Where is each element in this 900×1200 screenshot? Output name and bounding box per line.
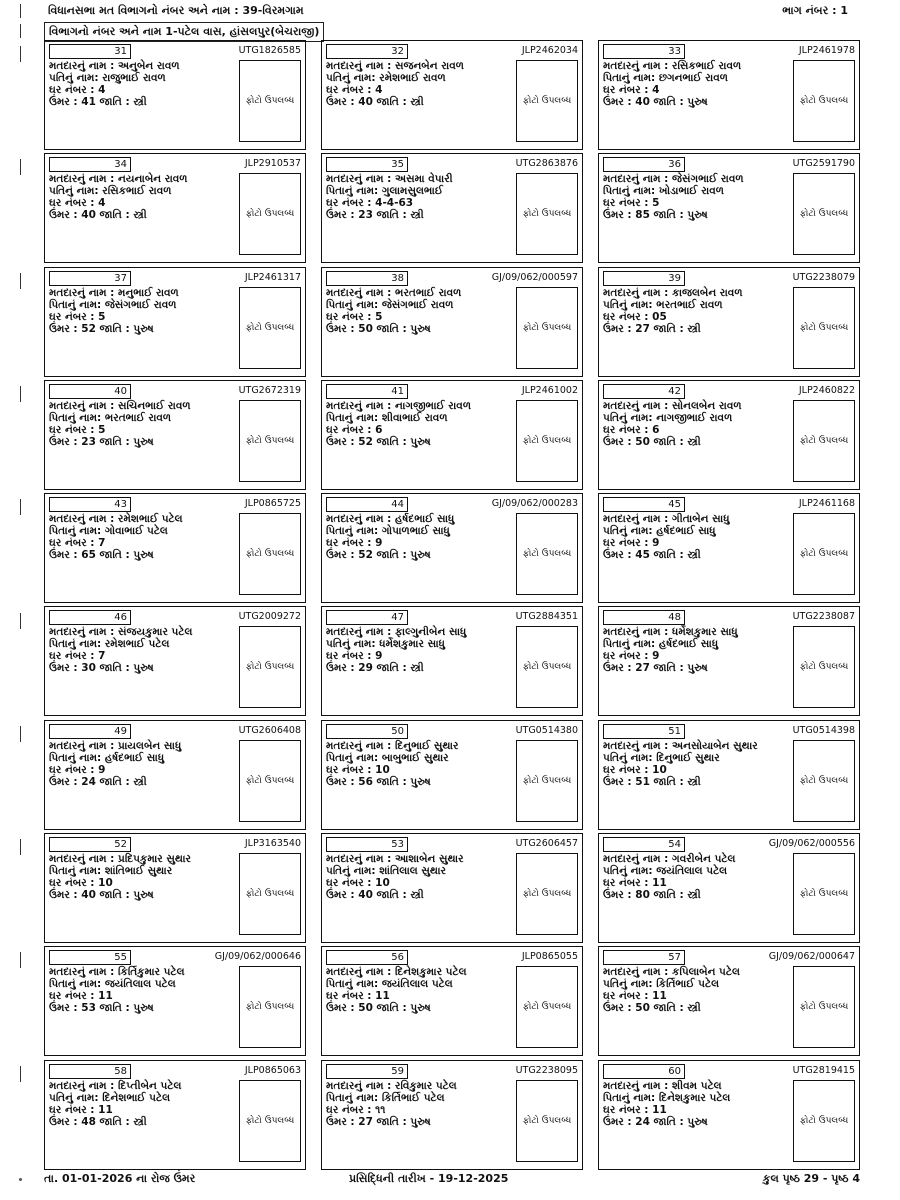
age-gender: ઉંમર : 48 જાતિ : સ્ત્રી xyxy=(49,1115,147,1128)
house-number: ઘર નંબર : 11 xyxy=(603,1103,667,1116)
voter-card xyxy=(598,267,860,377)
serial-number: 51 xyxy=(603,724,685,739)
voter-card xyxy=(44,493,306,603)
voter-name: મતદારનું નામ : નાગજીભાઈ રાવળ xyxy=(326,399,472,412)
voter-details xyxy=(603,966,793,1014)
voter-name: મતદારનું નામ : કિર્તિકુમાર પટેલ xyxy=(49,966,185,979)
age-reference: તા. 01-01-2026 ના રોજ ઉંમર xyxy=(44,1172,196,1185)
relation-name: પતિનું નામ: નાગજીભાઈ રાવળ xyxy=(603,411,733,424)
voter-name: મતદારનું નામ : અનસોયાબેન સુથાર xyxy=(603,739,758,752)
voter-name: મતદારનું નામ : રમેશભાઈ પટેલ xyxy=(49,513,183,526)
voter-details xyxy=(603,740,793,788)
house-number: ઘર નંબર : 5 xyxy=(49,423,106,436)
margin-line xyxy=(20,726,21,742)
epic-number: UTG2819415 xyxy=(792,1064,855,1076)
voter-card xyxy=(44,833,306,943)
voter-name: મતદારનું નામ : સંજયકુમાર પટેલ xyxy=(49,626,193,639)
voter-card xyxy=(321,380,583,490)
age-gender: ઉંમર : 40 જાતિ : સ્ત્રી xyxy=(326,889,424,902)
age-gender: ઉંમર : 27 જાતિ : પુરુષ xyxy=(326,1115,431,1128)
epic-number: UTG2863876 xyxy=(515,158,578,170)
voter-details xyxy=(49,1080,239,1128)
voter-card xyxy=(321,1060,583,1170)
voter-card xyxy=(44,40,306,150)
photo-placeholder: ફોટો ઉપલબ્ધ xyxy=(793,513,855,595)
house-number: ઘર નંબર : 4 xyxy=(326,84,383,96)
page-info: કુલ પૃષ્ઠ 29 - પૃષ્ઠ 4 xyxy=(762,1172,860,1185)
epic-number: UTG2238087 xyxy=(792,611,855,623)
margin-line xyxy=(20,4,21,18)
voter-card xyxy=(321,267,583,377)
voter-name: મતદારનું નામ : જેસંગભાઈ રાવળ xyxy=(603,173,744,186)
voter-details xyxy=(326,287,516,335)
serial-number: 60 xyxy=(603,1064,685,1079)
relation-name: પિતાનું નામ: હર્ષદભાઈ સાધુ xyxy=(603,638,719,651)
epic-number: GJ/09/062/000647 xyxy=(768,951,855,963)
relation-name: પિતાનું નામ: રમેશભાઈ પટેલ xyxy=(49,638,170,651)
photo-placeholder: ફોટો ઉપલબ્ધ xyxy=(793,173,855,255)
age-gender: ઉંમર : 51 જાતિ : સ્ત્રી xyxy=(603,775,701,788)
house-number: ઘર નંબર : 10 xyxy=(603,763,667,776)
voter-name: મતદારનું નામ : અસમા વેપારી xyxy=(326,173,453,186)
epic-number: JLP2460822 xyxy=(798,384,855,396)
epic-number: JLP2461978 xyxy=(798,45,855,56)
voter-details xyxy=(326,173,516,221)
house-number: ઘર નંબર : 9 xyxy=(326,650,383,663)
relation-name: પતિનું નામ: દિનેશભાઈ પટેલ xyxy=(49,1091,171,1104)
serial-number: 47 xyxy=(326,610,408,625)
epic-number: UTG2238079 xyxy=(792,271,855,283)
photo-placeholder: ફોટો ઉપલબ્ધ xyxy=(516,400,578,482)
serial-number: 35 xyxy=(326,157,408,172)
voter-name: મતદારનું નામ : નયનાબેન રાવળ xyxy=(49,173,188,186)
epic-number: GJ/09/062/000597 xyxy=(491,271,578,283)
epic-number: JLP2461002 xyxy=(521,384,578,396)
margin-dot xyxy=(19,1178,22,1181)
age-gender: ઉંમર : 24 જાતિ : સ્ત્રી xyxy=(49,775,147,788)
serial-number: 38 xyxy=(326,271,408,286)
serial-number: 34 xyxy=(49,157,131,172)
relation-name: પિતાનું નામ: જેસંગભાઈ રાવળ xyxy=(49,298,177,311)
voter-name: મતદારનું નામ : ધર્મેશકુમાર સાધુ xyxy=(603,626,738,639)
voter-details xyxy=(603,513,793,561)
voter-name: મતદારનું નામ : કાજલબેન રાવળ xyxy=(603,286,743,299)
voter-name: મતદારનું નામ : અનુબેન રાવળ xyxy=(49,60,180,72)
epic-number: JLP0865055 xyxy=(521,951,578,963)
page-header xyxy=(48,4,848,22)
voter-card xyxy=(44,380,306,490)
voter-details xyxy=(603,853,793,901)
serial-number: 46 xyxy=(49,610,131,625)
voter-card xyxy=(598,946,860,1056)
age-gender: ઉંમર : 53 જાતિ : પુરુષ xyxy=(49,1002,154,1015)
voter-card xyxy=(44,1060,306,1170)
age-gender: ઉંમર : 27 જાતિ : પુરુષ xyxy=(603,662,708,675)
voter-name: મતદારનું નામ : દિનુભાઈ સુથાર xyxy=(326,739,459,752)
serial-number: 43 xyxy=(49,497,131,512)
age-gender: ઉંમર : 50 જાતિ : પુરુષ xyxy=(326,1002,431,1015)
house-number: ઘર નંબર : 7 xyxy=(49,650,106,663)
epic-number: JLP2910537 xyxy=(244,158,301,170)
serial-number: 48 xyxy=(603,610,685,625)
serial-number: 39 xyxy=(603,271,685,286)
photo-placeholder: ફોટો ઉપલબ્ધ xyxy=(516,287,578,369)
photo-placeholder: ફોટો ઉપલબ્ધ xyxy=(793,740,855,822)
age-gender: ઉંમર : 52 જાતિ : પુરુષ xyxy=(49,322,154,335)
voter-card-grid xyxy=(44,40,860,1170)
margin-line xyxy=(20,273,21,289)
relation-name: પતિનું નામ: હર્ષદભાઈ સાધુ xyxy=(603,525,716,538)
voter-details xyxy=(326,513,516,561)
serial-number: 49 xyxy=(49,724,131,739)
photo-placeholder: ફોટો ઉપલબ્ધ xyxy=(793,400,855,482)
age-gender: ઉંમર : 30 જાતિ : પુરુષ xyxy=(49,662,154,675)
house-number: ઘર નંબર : 9 xyxy=(603,650,660,663)
serial-number: 55 xyxy=(49,950,131,965)
photo-placeholder: ફોટો ઉપલબ્ધ xyxy=(239,173,301,255)
voter-name: મતદારનું નામ : ગીતાબેન સાધુ xyxy=(603,513,730,526)
voter-name: મતદારનું નામ : પ્રદિપકુમાર સુથાર xyxy=(49,853,191,866)
house-number: ઘર નંબર : 10 xyxy=(326,763,390,776)
house-number: ઘર નંબર : 4 xyxy=(49,84,106,96)
photo-placeholder: ફોટો ઉપલબ્ધ xyxy=(516,513,578,595)
relation-name: પિતાનું નામ: ભરતભાઈ રાવળ xyxy=(49,411,172,424)
voter-name: મતદારનું નામ : કપિલાબેન પટેલ xyxy=(603,966,740,979)
house-number: ઘર નંબર : 11 xyxy=(603,990,667,1003)
age-gender: ઉંમર : 52 જાતિ : પુરુષ xyxy=(326,549,431,562)
photo-placeholder: ફોટો ઉપલબ્ધ xyxy=(516,1080,578,1162)
voter-details xyxy=(49,626,239,674)
voter-name: મતદારનું નામ : દિનેશકુમાર પટેલ xyxy=(326,966,467,979)
photo-placeholder: ફોટો ઉપલબ્ધ xyxy=(239,853,301,935)
voter-details xyxy=(603,626,793,674)
serial-number: 58 xyxy=(49,1064,131,1079)
voter-name: મતદારનું નામ : ગવરીબેન પટેલ xyxy=(603,853,736,866)
house-number: ઘર નંબર : 9 xyxy=(326,537,383,550)
voter-card xyxy=(598,1060,860,1170)
relation-name: પિતાનું નામ: છગનભાઈ રાવળ xyxy=(603,72,728,84)
serial-number: 33 xyxy=(603,44,685,59)
photo-placeholder: ફોટો ઉપલબ્ધ xyxy=(793,966,855,1048)
relation-name: પિતાનું નામ: શીવાભાઈ રાવળ xyxy=(326,411,448,424)
section-label: વિભાગનો નંબર અને નામ 1-પટેલ વાસ, હાંસલપુર(બેચરાજી) xyxy=(44,22,324,42)
voter-details xyxy=(49,853,239,901)
age-gender: ઉંમર : 27 જાતિ : સ્ત્રી xyxy=(603,322,701,335)
age-gender: ઉંમર : 24 જાતિ : પુરુષ xyxy=(603,1115,708,1128)
house-number: ઘર નંબર : 6 xyxy=(326,423,383,436)
voter-name: મતદારનું નામ : હર્ષદભાઈ સાધુ xyxy=(326,513,455,526)
age-gender: ઉંમર : 80 જાતિ : સ્ત્રી xyxy=(603,889,701,902)
voter-card xyxy=(598,833,860,943)
epic-number: UTG0514380 xyxy=(515,724,578,736)
epic-number: GJ/09/062/000646 xyxy=(214,951,301,963)
photo-placeholder: ફોટો ઉપલબ્ધ xyxy=(239,60,301,142)
age-gender: ઉંમર : 29 જાતિ : સ્ત્રી xyxy=(326,662,424,675)
photo-placeholder: ફોટો ઉપલબ્ધ xyxy=(239,740,301,822)
margin-line xyxy=(20,1066,21,1082)
voter-details xyxy=(326,966,516,1014)
epic-number: JLP2462034 xyxy=(521,45,578,56)
photo-placeholder: ફોટો ઉપલબ્ધ xyxy=(793,626,855,708)
relation-name: પિતાનું નામ: શાંતિભાઈ સુથાર xyxy=(49,865,173,878)
photo-placeholder: ફોટો ઉપલબ્ધ xyxy=(516,853,578,935)
voter-card xyxy=(321,40,583,150)
margin-line xyxy=(20,952,21,968)
age-gender: ઉંમર : 50 જાતિ : પુરુષ xyxy=(326,322,431,335)
house-number: ઘર નંબર : 05 xyxy=(603,310,667,323)
serial-number: 45 xyxy=(603,497,685,512)
margin-line xyxy=(20,499,21,515)
publication-date: પ્રસિદ્ધિની તારીખ - 19-12-2025 xyxy=(349,1172,509,1185)
voter-card xyxy=(598,493,860,603)
epic-number: UTG2884351 xyxy=(515,611,578,623)
epic-number: JLP3163540 xyxy=(244,838,301,850)
voter-name: મતદારનું નામ : આશાબેન સુથાર xyxy=(326,853,464,866)
relation-name: પતિનું નામ: દિનુભાઈ સુથાર xyxy=(603,751,720,764)
relation-name: પતિનું નામ: રાજુભાઈ રાવળ xyxy=(49,72,166,84)
photo-placeholder: ફોટો ઉપલબ્ધ xyxy=(793,853,855,935)
epic-number: UTG2606457 xyxy=(515,838,578,850)
relation-name: પિતાનું નામ: ગોવાભાઈ પટેલ xyxy=(49,525,168,538)
serial-number: 44 xyxy=(326,497,408,512)
voter-card xyxy=(44,153,306,263)
serial-number: 40 xyxy=(49,384,131,399)
house-number: ઘર નંબર : 6 xyxy=(603,423,660,436)
house-number: ઘર નંબર : 11 xyxy=(603,877,667,890)
serial-number: 59 xyxy=(326,1064,408,1079)
house-number: ઘર નંબર : 11 xyxy=(49,1103,113,1116)
voter-card xyxy=(321,153,583,263)
voter-card xyxy=(598,606,860,716)
serial-number: 53 xyxy=(326,837,408,852)
house-number: ઘર નંબર : 10 xyxy=(49,877,113,890)
age-gender: ઉંમર : 41 જાતિ : સ્ત્રી xyxy=(49,96,147,108)
photo-placeholder: ફોટો ઉપલબ્ધ xyxy=(516,173,578,255)
epic-number: UTG1826585 xyxy=(238,45,301,56)
voter-name: મતદારનું નામ : શીવમ પટેલ xyxy=(603,1079,722,1092)
voter-card xyxy=(321,493,583,603)
voter-details xyxy=(603,1080,793,1128)
relation-name: પિતાનું નામ: બાબુભાઈ સુથાર xyxy=(326,751,449,764)
house-number: ઘર નંબર : 10 xyxy=(326,877,390,890)
voter-details xyxy=(326,853,516,901)
house-number: ઘર નંબર : 9 xyxy=(603,537,660,550)
house-number: ઘર નંબર : 9 xyxy=(49,763,106,776)
relation-name: પિતાનું નામ: દિનેશકુમાર પટેલ xyxy=(603,1091,731,1104)
voter-card xyxy=(598,153,860,263)
relation-name: પતિનું નામ: જયંતિલાલ પટેલ xyxy=(603,865,728,878)
photo-placeholder: ફોટો ઉપલબ્ધ xyxy=(239,966,301,1048)
photo-placeholder: ફોટો ઉપલબ્ધ xyxy=(239,287,301,369)
serial-number: 54 xyxy=(603,837,685,852)
age-gender: ઉંમર : 50 જાતિ : સ્ત્રી xyxy=(603,1002,701,1015)
voter-card xyxy=(321,946,583,1056)
photo-placeholder: ફોટો ઉપલબ્ધ xyxy=(239,513,301,595)
age-gender: ઉંમર : 45 જાતિ : સ્ત્રી xyxy=(603,549,701,562)
epic-number: UTG0514398 xyxy=(792,724,855,736)
voter-details xyxy=(49,966,239,1014)
constituency-label: વિધાનસભા મત વિભાગનો નંબર અને નામ : 39-વિરમગામ xyxy=(48,4,304,17)
relation-name: પિતાનું નામ: હર્ષદભાઈ સાધુ xyxy=(49,751,165,764)
voter-details xyxy=(49,60,239,108)
relation-name: પિતાનું નામ: જયંતિલાલ પટેલ xyxy=(326,978,453,991)
epic-number: JLP2461317 xyxy=(244,271,301,283)
voter-card xyxy=(44,606,306,716)
photo-placeholder: ફોટો ઉપલબ્ધ xyxy=(793,1080,855,1162)
voter-details xyxy=(326,400,516,448)
house-number: ઘર નંબર : 4 xyxy=(603,84,660,96)
photo-placeholder: ફોટો ઉપલબ્ધ xyxy=(239,400,301,482)
epic-number: JLP0865725 xyxy=(244,498,301,510)
relation-name: પતિનું નામ: કિર્તિભાઈ પટેલ xyxy=(603,978,720,991)
voter-details xyxy=(326,740,516,788)
house-number: ઘર નંબર : 5 xyxy=(326,310,383,323)
voter-name: મતદારનું નામ : દિપ્તીબેન પટેલ xyxy=(49,1079,182,1092)
margin-line xyxy=(20,24,21,38)
photo-placeholder: ફોટો ઉપલબ્ધ xyxy=(793,287,855,369)
voter-details xyxy=(49,513,239,561)
voter-name: મતદારનું નામ : સજનબેન રાવળ xyxy=(326,60,464,72)
serial-number: 50 xyxy=(326,724,408,739)
voter-name: મતદારનું નામ : ભરતભાઈ રાવળ xyxy=(326,286,462,299)
part-number-label: ભાગ નંબર : 1 xyxy=(782,4,848,17)
voter-name: મતદારનું નામ : ફાલ્ગુનીબેન સાધુ xyxy=(326,626,467,639)
margin-line xyxy=(20,839,21,855)
serial-number: 37 xyxy=(49,271,131,286)
house-number: ઘર નંબર : 5 xyxy=(49,310,106,323)
serial-number: 52 xyxy=(49,837,131,852)
age-gender: ઉંમર : 56 જાતિ : પુરુષ xyxy=(326,775,431,788)
margin-line xyxy=(20,46,21,62)
voter-name: મતદારનું નામ : સચિનભાઈ રાવળ xyxy=(49,399,191,412)
voter-card xyxy=(321,606,583,716)
margin-line xyxy=(20,159,21,175)
voter-name: મતદારનું નામ : સોનલબેન રાવળ xyxy=(603,399,742,412)
epic-number: UTG2672319 xyxy=(238,384,301,396)
relation-name: પિતાનું નામ: જેસંગભાઈ રાવળ xyxy=(326,298,454,311)
relation-name: પતિનું નામ: રમેશભાઈ રાવળ xyxy=(326,72,446,84)
page-footer xyxy=(44,1170,860,1190)
epic-number: GJ/09/062/000556 xyxy=(768,838,855,850)
house-number: ઘર નંબર : 7 xyxy=(49,537,106,550)
house-number: ઘર નંબર : 11 xyxy=(326,990,390,1003)
margin-line xyxy=(20,386,21,402)
house-number: ઘર નંબર : 5 xyxy=(603,197,660,210)
relation-name: પતિનું નામ: રસિકભાઈ રાવળ xyxy=(49,185,172,198)
house-number: ઘર નંબર : 4 xyxy=(49,197,106,210)
voter-details xyxy=(326,626,516,674)
serial-number: 56 xyxy=(326,950,408,965)
voter-details xyxy=(603,60,793,108)
photo-placeholder: ફોટો ઉપલબ્ધ xyxy=(516,60,578,142)
voter-name: મતદારનું નામ : મનુભાઈ રાવળ xyxy=(49,286,179,299)
voter-name: મતદારનું નામ : રસિકભાઈ રાવળ xyxy=(603,60,742,72)
epic-number: UTG2606408 xyxy=(238,724,301,736)
photo-placeholder: ફોટો ઉપલબ્ધ xyxy=(516,626,578,708)
age-gender: ઉંમર : 40 જાતિ : સ્ત્રી xyxy=(49,209,147,222)
relation-name: પતિનું નામ: શાંતિલાલ સુથાર xyxy=(326,865,446,878)
age-gender: ઉંમર : 23 જાતિ : પુરુષ xyxy=(49,435,154,448)
margin-line xyxy=(20,613,21,629)
voter-card xyxy=(321,833,583,943)
relation-name: પિતાનું નામ: ખોડાભાઈ રાવળ xyxy=(603,185,724,198)
house-number: ઘર નંબર : 11 xyxy=(49,990,113,1003)
voter-details xyxy=(603,400,793,448)
epic-number: UTG2009272 xyxy=(238,611,301,623)
voter-card xyxy=(44,946,306,1056)
voter-card xyxy=(44,720,306,830)
epic-number: GJ/09/062/000283 xyxy=(491,498,578,510)
age-gender: ઉંમર : 50 જાતિ : સ્ત્રી xyxy=(603,435,701,448)
voter-card xyxy=(598,380,860,490)
epic-number: JLP2461168 xyxy=(798,498,855,510)
serial-number: 57 xyxy=(603,950,685,965)
photo-placeholder: ફોટો ઉપલબ્ધ xyxy=(239,626,301,708)
epic-number: UTG2591790 xyxy=(792,158,855,170)
voter-details xyxy=(326,60,516,108)
serial-number: 42 xyxy=(603,384,685,399)
epic-number: UTG2238095 xyxy=(515,1064,578,1076)
relation-name: પિતાનું નામ: કિર્તિભાઈ પટેલ xyxy=(326,1091,445,1104)
voter-details xyxy=(49,287,239,335)
photo-placeholder: ફોટો ઉપલબ્ધ xyxy=(516,966,578,1048)
voter-details xyxy=(49,740,239,788)
age-gender: ઉંમર : 23 જાતિ : સ્ત્રી xyxy=(326,209,424,222)
voter-details xyxy=(603,287,793,335)
photo-placeholder: ફોટો ઉપલબ્ધ xyxy=(239,1080,301,1162)
voter-name: મતદારનું નામ : રવિકુમાર પટેલ xyxy=(326,1079,457,1092)
voter-details xyxy=(326,1080,516,1128)
voter-name: મતદારનું નામ : પ્રાયલબેન સાધુ xyxy=(49,739,182,752)
relation-name: પિતાનું નામ: જયંતિલાલ પટેલ xyxy=(49,978,176,991)
age-gender: ઉંમર : 52 જાતિ : પુરુષ xyxy=(326,435,431,448)
voter-details xyxy=(603,173,793,221)
age-gender: ઉંમર : 65 જાતિ : પુરુષ xyxy=(49,549,154,562)
age-gender: ઉંમર : 40 જાતિ : પુરુષ xyxy=(49,889,154,902)
age-gender: ઉંમર : 85 જાતિ : પુરુષ xyxy=(603,209,708,222)
serial-number: 32 xyxy=(326,44,408,59)
voter-card xyxy=(44,267,306,377)
serial-number: 36 xyxy=(603,157,685,172)
epic-number: JLP0865063 xyxy=(244,1064,301,1076)
serial-number: 41 xyxy=(326,384,408,399)
voter-details xyxy=(49,173,239,221)
age-gender: ઉંમર : 40 જાતિ : પુરુષ xyxy=(603,96,708,108)
voter-card xyxy=(598,720,860,830)
voter-card xyxy=(321,720,583,830)
age-gender: ઉંમર : 40 જાતિ : સ્ત્રી xyxy=(326,96,424,108)
relation-name: પતિનું નામ: ધર્મેશકુમાર સાધુ xyxy=(326,638,445,651)
photo-placeholder: ફોટો ઉપલબ્ધ xyxy=(793,60,855,142)
relation-name: પિતાનું નામ: ગોપાળભાઈ સાધુ xyxy=(326,525,450,538)
photo-placeholder: ફોટો ઉપલબ્ધ xyxy=(516,740,578,822)
voter-details xyxy=(49,400,239,448)
house-number: ઘર નંબર : 4-4-63 xyxy=(326,197,414,210)
relation-name: પતિનું નામ: ભરતભાઈ રાવળ xyxy=(603,298,723,311)
relation-name: પિતાનું નામ: ગુલામસુલભાઈ xyxy=(326,185,443,198)
voter-card xyxy=(598,40,860,150)
house-number: ઘર નંબર : ૧૧ xyxy=(326,1103,386,1116)
serial-number: 31 xyxy=(49,44,131,59)
